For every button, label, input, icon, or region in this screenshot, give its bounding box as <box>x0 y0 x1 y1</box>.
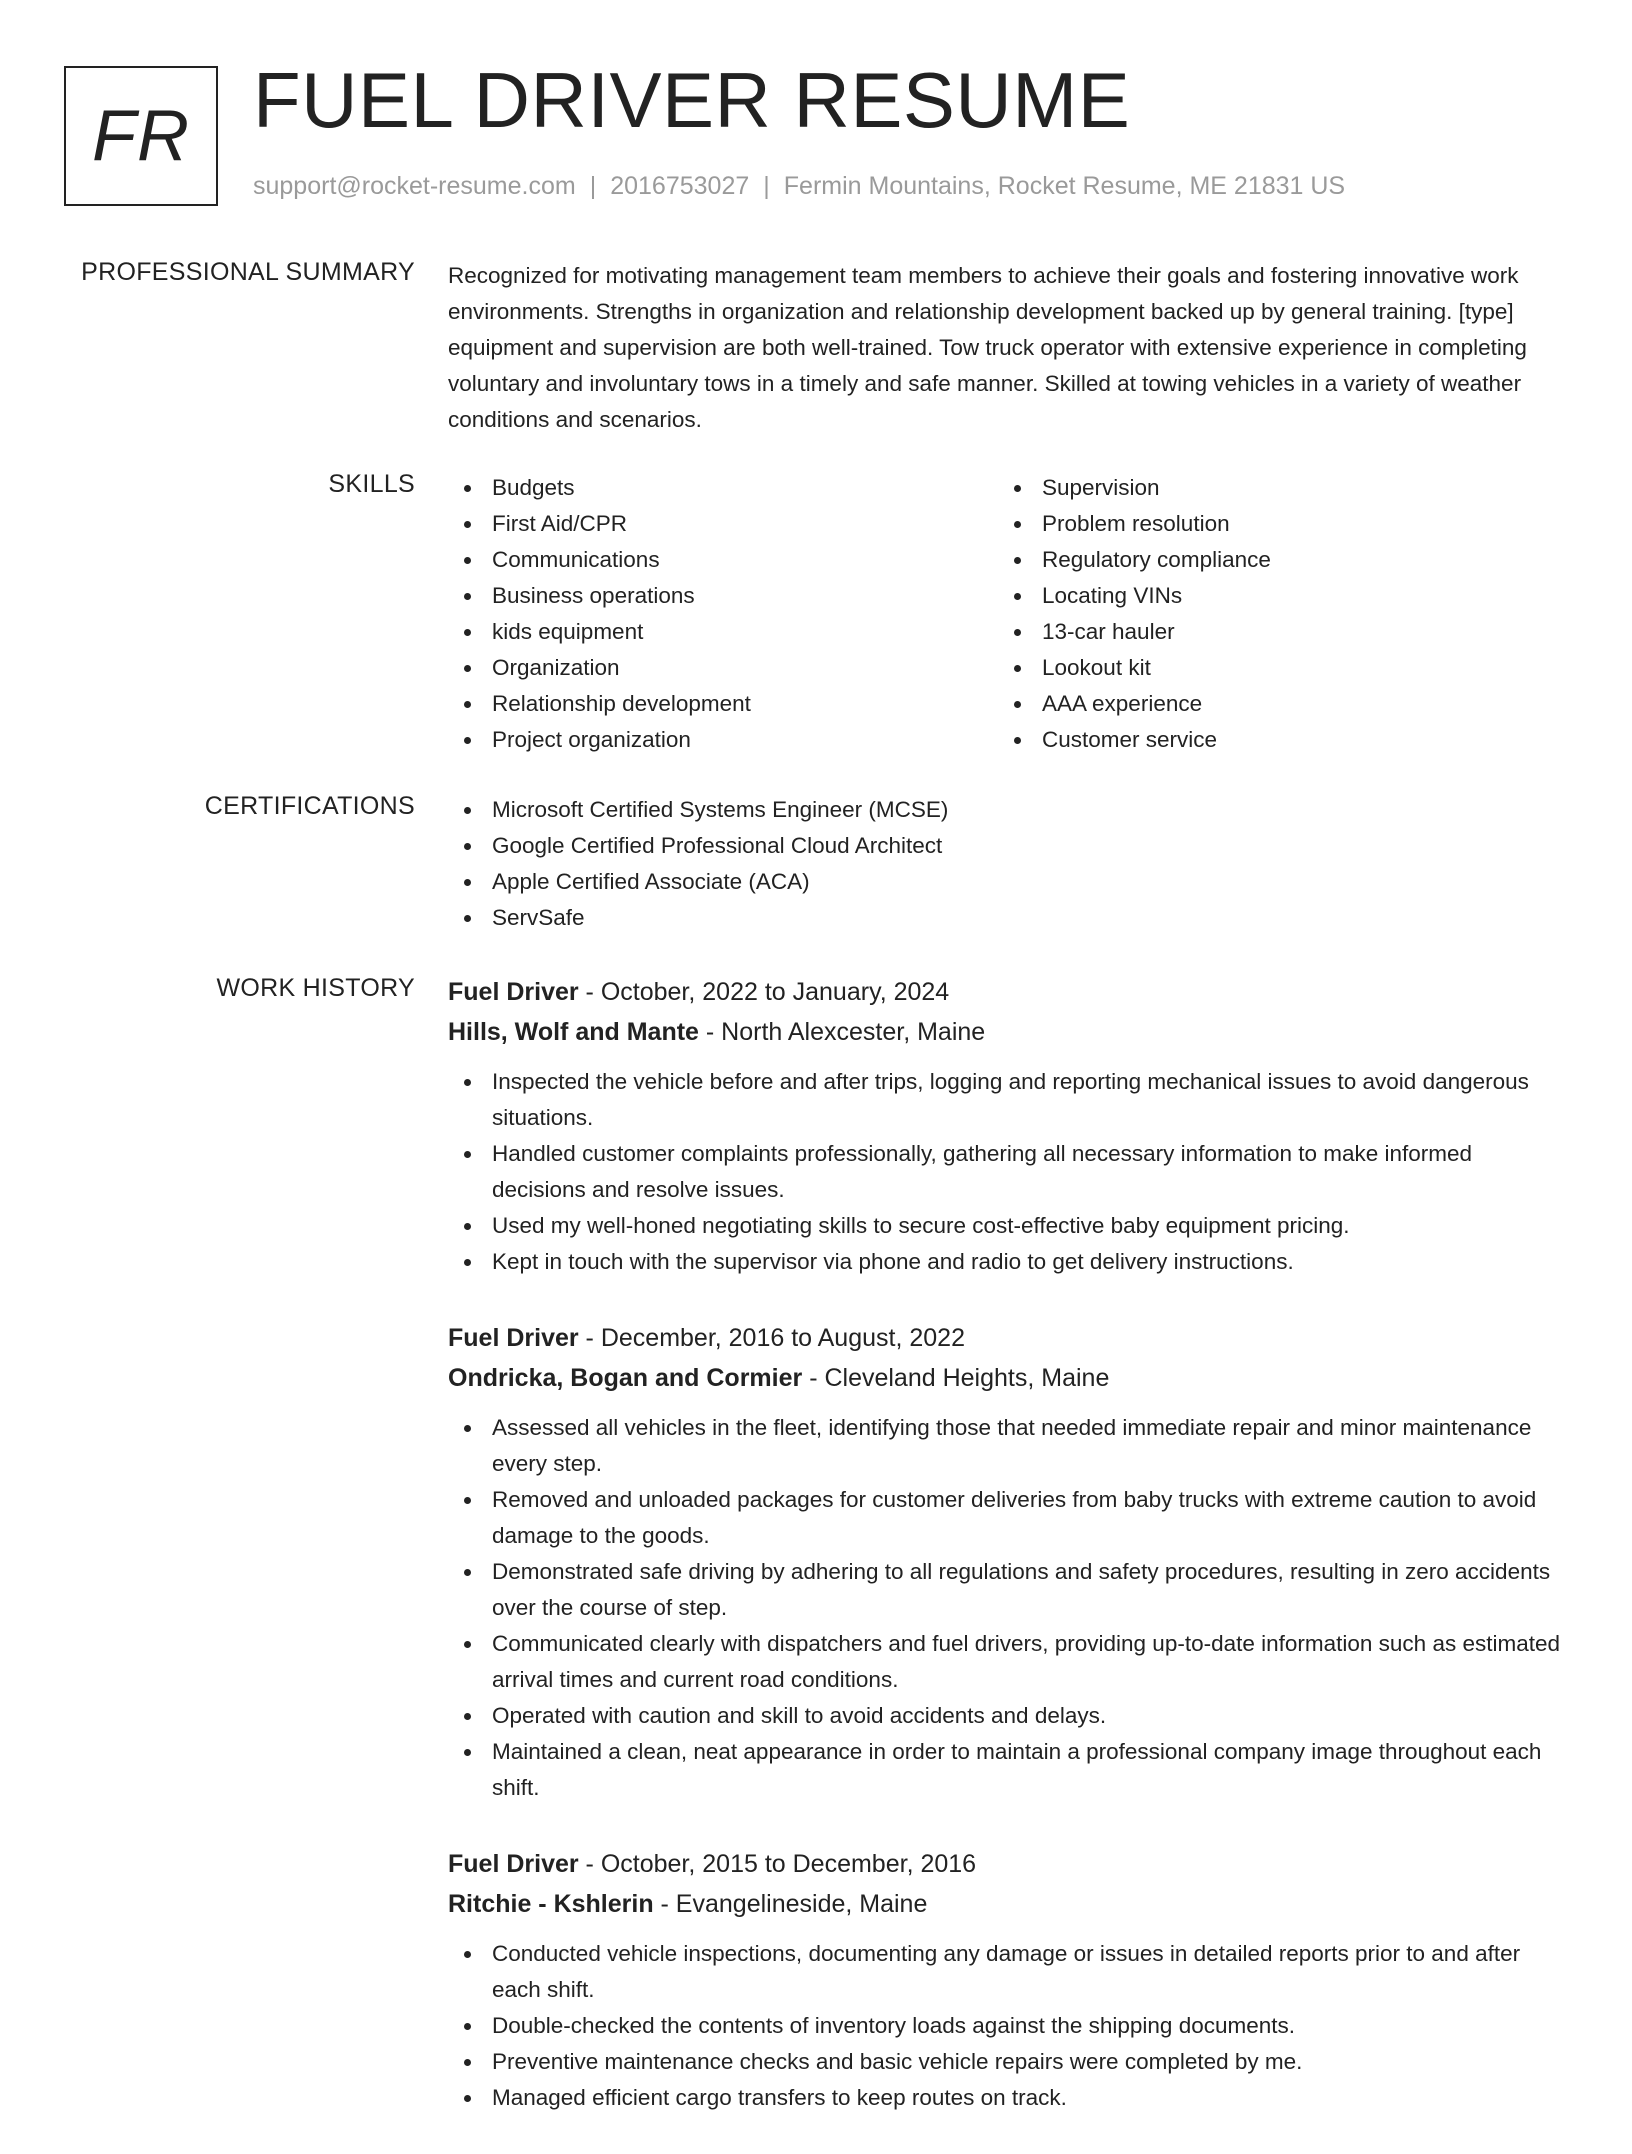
job-bullets <box>448 1410 1568 1806</box>
list-item: First Aid/CPR <box>448 506 998 542</box>
job-dates: - October, 2015 to December, 2016 <box>578 1850 977 1878</box>
summary-body <box>448 258 1568 438</box>
list-item: Organization <box>448 650 998 686</box>
list-item: 13-car hauler <box>998 614 1548 650</box>
skills-list-left <box>448 470 998 758</box>
list-item: Preventive maintenance checks and basic vehicle repairs were completed by me. <box>448 2044 1568 2080</box>
list-item: Supervision <box>998 470 1548 506</box>
list-item: Managed efficient cargo transfers to keep routes on track. <box>448 2080 1568 2116</box>
list-item: Handled customer complaints professionally, gathering all necessary information to make informed decisions and resolve issues. <box>448 1136 1568 1208</box>
job-company-line <box>448 1884 1568 1924</box>
list-item: Demonstrated safe driving by adhering to all regulations and safety procedures, resulting in zero accidents over the course of step. <box>448 1554 1568 1626</box>
list-item: Google Certified Professional Cloud Architect <box>448 828 1568 864</box>
job-company: Ritchie - Kshlerin <box>448 1890 654 1918</box>
list-item: kids equipment <box>448 614 998 650</box>
job-entry <box>448 972 1568 1280</box>
job-entry <box>448 1844 1568 2116</box>
list-item: Business operations <box>448 578 998 614</box>
certifications-list <box>448 792 1568 936</box>
job-company-line <box>448 1012 1568 1052</box>
skills-list-right <box>998 470 1548 758</box>
list-item: Microsoft Certified Systems Engineer (MCSE) <box>448 792 1568 828</box>
list-item: ServSafe <box>448 900 1568 936</box>
list-item: Communications <box>448 542 998 578</box>
job-location: - Cleveland Heights, Maine <box>802 1364 1110 1392</box>
list-item: Locating VINs <box>998 578 1548 614</box>
section-label-work-history: WORK HISTORY <box>216 974 415 1002</box>
job-bullets <box>448 1064 1568 1280</box>
list-item: Operated with caution and skill to avoid accidents and delays. <box>448 1698 1568 1734</box>
list-item: Conducted vehicle inspections, documenting any damage or issues in detailed reports prior to and after each shift. <box>448 1936 1568 2008</box>
job-entry <box>448 1318 1568 1806</box>
contact-phone: 2016753027 <box>610 172 750 200</box>
list-item: Problem resolution <box>998 506 1548 542</box>
contact-email: support@rocket-resume.com <box>253 172 576 200</box>
job-title-line <box>448 1844 1568 1884</box>
job-location: - North Alexcester, Maine <box>698 1018 986 1046</box>
list-item: Communicated clearly with dispatchers and fuel drivers, providing up-to-date information such as estimated arrival times and current road conditions. <box>448 1626 1568 1698</box>
list-item: Assessed all vehicles in the fleet, identifying those that needed immediate repair and minor maintenance every step. <box>448 1410 1568 1482</box>
job-dates: - October, 2022 to January, 2024 <box>578 978 950 1006</box>
job-title-line <box>448 1318 1568 1358</box>
section-label-skills: SKILLS <box>328 470 415 498</box>
work-history-body <box>448 972 1568 2154</box>
list-item: Apple Certified Associate (ACA) <box>448 864 1568 900</box>
list-item: Maintained a clean, neat appearance in order to maintain a professional company image throughout each shift. <box>448 1734 1568 1806</box>
job-dates: - December, 2016 to August, 2022 <box>578 1324 965 1352</box>
list-item: Project organization <box>448 722 998 758</box>
contact-address: Fermin Mountains, Rocket Resume, ME 21831 US <box>783 172 1346 200</box>
list-item: Regulatory compliance <box>998 542 1548 578</box>
job-title: Fuel Driver <box>448 1324 579 1352</box>
section-label-summary: PROFESSIONAL SUMMARY <box>81 258 415 286</box>
list-item: Removed and unloaded packages for customer deliveries from baby trucks with extreme caution to avoid damage to the goods. <box>448 1482 1568 1554</box>
job-title: Fuel Driver <box>448 978 579 1006</box>
contact-separator: | <box>763 172 770 200</box>
summary-text: Recognized for motivating management team members to achieve their goals and fostering innovative work environments. Strengths in organization and relationship development backed up by general training. [type] equipment and supervision are both well-trained. Tow truck operator with extensive experience in completing voluntary and involuntary tows in a timely and safe manner. Skilled at towing vehicles in a variety of weather conditions and scenarios. <box>448 263 1527 432</box>
contact-separator: | <box>589 172 597 200</box>
job-title-line <box>448 972 1568 1012</box>
resume-title: FUEL DRIVER RESUME <box>253 56 1131 144</box>
monogram-logo: FR <box>64 66 218 206</box>
job-title: Fuel Driver <box>448 1850 579 1878</box>
list-item: Kept in touch with the supervisor via phone and radio to get delivery instructions. <box>448 1244 1568 1280</box>
list-item: Customer service <box>998 722 1548 758</box>
list-item: Relationship development <box>448 686 998 722</box>
job-bullets <box>448 1936 1568 2116</box>
list-item: Budgets <box>448 470 998 506</box>
section-label-certifications: CERTIFICATIONS <box>204 792 415 820</box>
certifications-body <box>448 792 1568 936</box>
list-item: Double-checked the contents of inventory loads against the shipping documents. <box>448 2008 1568 2044</box>
list-item: Used my well-honed negotiating skills to secure cost-effective baby equipment pricing. <box>448 1208 1568 1244</box>
list-item: Lookout kit <box>998 650 1548 686</box>
list-item: AAA experience <box>998 686 1548 722</box>
job-company: Hills, Wolf and Mante <box>448 1018 699 1046</box>
list-item: Inspected the vehicle before and after trips, logging and reporting mechanical issues to avoid dangerous situations. <box>448 1064 1568 1136</box>
job-company-line <box>448 1358 1568 1398</box>
job-location: - Evangelineside, Maine <box>653 1890 928 1918</box>
skills-body <box>448 470 1568 758</box>
job-company: Ondricka, Bogan and Cormier <box>448 1364 803 1392</box>
contact-line <box>253 172 1345 201</box>
resume-header <box>64 56 1564 210</box>
